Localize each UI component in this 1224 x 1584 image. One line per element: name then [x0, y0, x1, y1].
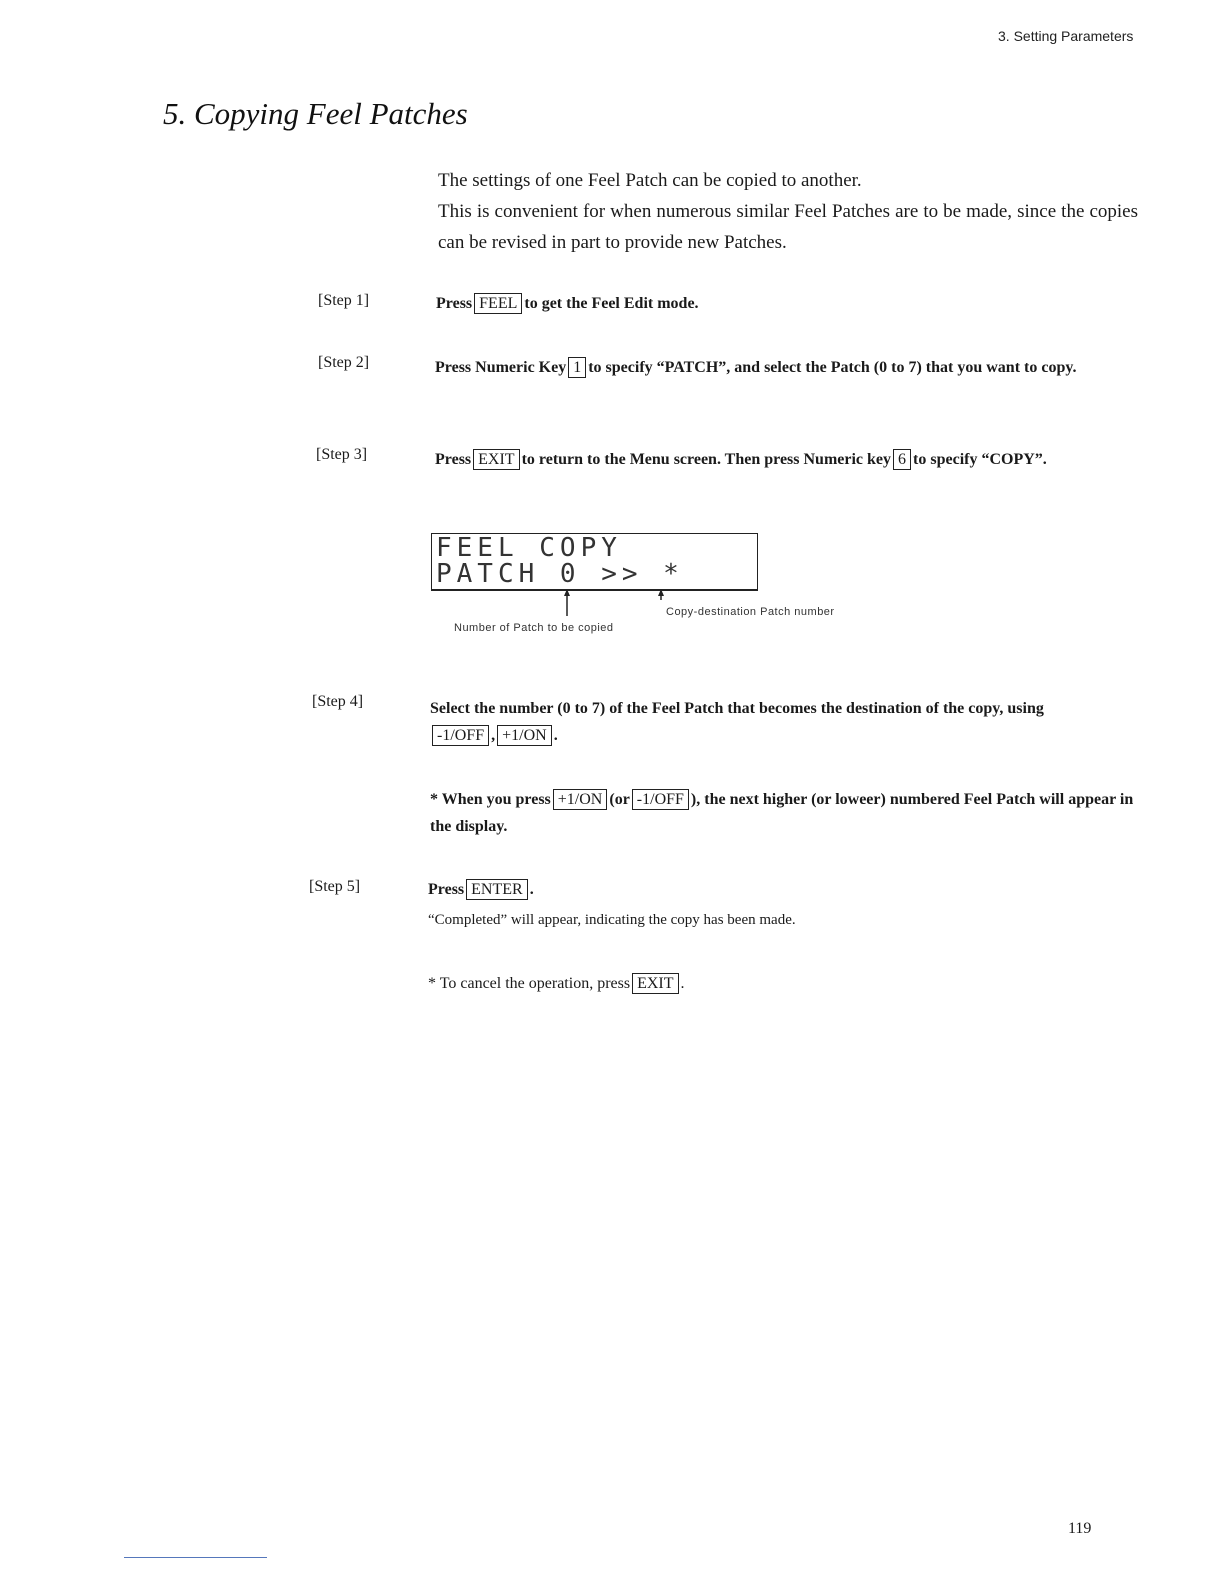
step-2-label: [Step 2] — [318, 354, 370, 371]
step-text-part: Press — [428, 881, 465, 898]
step-text-part: to return to the Menu screen. Then press Numeric key — [521, 451, 892, 468]
enter-key: ENTER — [466, 879, 528, 900]
note-bullet: * — [428, 975, 436, 992]
lcd-line-1: FEEL COPY — [436, 533, 622, 563]
note-bullet: * — [430, 791, 438, 808]
plus-1-on-key: +1/ON — [553, 789, 608, 810]
lcd-line-2: PATCH 0 >> * — [436, 559, 684, 589]
step-5-label: [Step 5] — [309, 878, 361, 895]
note-text-part: (or — [609, 791, 630, 808]
step-1-label: [Step 1] — [318, 292, 370, 309]
step-5-text — [428, 876, 1133, 903]
step-text-part: Press — [435, 451, 472, 468]
step-2-text — [435, 354, 1135, 381]
step-4-text — [430, 695, 1135, 749]
numeric-key-1: 1 — [568, 357, 586, 378]
step-4-note — [430, 786, 1135, 840]
step-text-part: to specify “COPY”. — [913, 451, 1047, 468]
numeric-key-6: 6 — [893, 449, 911, 470]
step-text-part: Select the number (0 to 7) of the Feel Patch that becomes the destination of the copy, using — [430, 700, 1044, 717]
intro-line: This is convenient for when numerous similar Feel Patches are to be made, since the copies can be revised in part to provide new Patches. — [438, 201, 1138, 253]
minus-1-off-key: -1/OFF — [432, 725, 489, 746]
page-title: 5. Copying Feel Patches — [163, 96, 468, 131]
lcd-display — [431, 533, 758, 591]
step-text-part: . — [529, 881, 534, 898]
patch-source-label: Number of Patch to be copied — [454, 622, 614, 634]
note-text-part: To cancel the operation, press — [439, 975, 631, 992]
exit-key: EXIT — [473, 449, 519, 470]
footer-rule — [124, 1557, 267, 1558]
step-text-part: Press Numeric Key — [435, 359, 567, 376]
step-5-result: “Completed” will appear, indicating the copy has been made. — [428, 912, 796, 928]
plus-1-on-key: +1/ON — [497, 725, 552, 746]
feel-key: FEEL — [474, 293, 522, 314]
step-text-part: . — [553, 727, 558, 744]
step-3-label: [Step 3] — [316, 446, 368, 463]
exit-key: EXIT — [632, 973, 678, 994]
note-text-part: ), the next higher (or loweer) numbered Feel Patch will appear in the display. — [430, 791, 1134, 835]
cancel-note — [428, 970, 685, 997]
step-4-label: [Step 4] — [312, 693, 364, 710]
running-header: 3. Setting Parameters — [998, 28, 1134, 44]
step-text-part: to get the Feel Edit mode. — [524, 295, 699, 312]
step-3-text — [435, 446, 1155, 473]
step-1-text — [436, 290, 1141, 317]
step-text-part: Press — [436, 295, 473, 312]
source-pointer-arrowhead — [564, 589, 570, 596]
step-text-part: to specify “PATCH”, and select the Patch (0 to 7) that you want to copy. — [588, 359, 1077, 376]
step-text-part: , — [491, 727, 496, 744]
lcd-pointer-arrows — [540, 588, 680, 618]
intro-line: The settings of one Feel Patch can be copied to another. — [438, 170, 862, 191]
note-text-part: When you press — [441, 791, 551, 808]
minus-1-off-key: -1/OFF — [632, 789, 689, 810]
page-number: 119 — [1068, 1520, 1092, 1537]
intro-paragraph — [438, 165, 1138, 258]
copy-destination-label: Copy-destination Patch number — [666, 606, 835, 618]
note-text-part: . — [680, 975, 685, 992]
dest-pointer-arrowhead — [658, 589, 664, 596]
